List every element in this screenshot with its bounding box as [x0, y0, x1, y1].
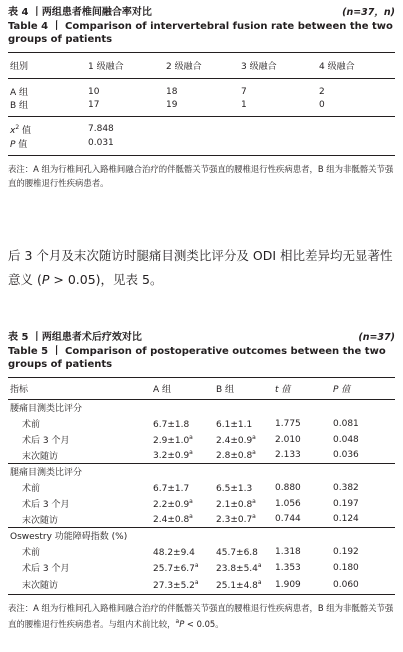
table5-cell: [153, 544, 216, 560]
body-text-part: 后 3 个月及末次随访时腿痛目测类比评分及 ODI 相比差异均无显著性意义 (: [8, 248, 393, 287]
significance-marker: a: [189, 449, 193, 457]
table-row: [8, 448, 395, 464]
table5-group-row: [8, 464, 395, 480]
table4-cell: 2: [319, 86, 325, 97]
table5-header-cell: P 值: [333, 378, 395, 400]
significance-marker: a: [189, 433, 193, 441]
table5-note-end: < 0.05。: [184, 619, 224, 629]
table5-cell-value: 2.2±0.9: [153, 499, 190, 510]
chi-square-exponent: 2: [15, 123, 20, 131]
table5-cell: 0.880: [275, 482, 301, 493]
table-row: [8, 544, 395, 560]
table5-cell-value: 23.8±5.4: [216, 563, 258, 574]
table5-cell: [153, 560, 216, 576]
table5-cell: [153, 416, 216, 432]
table5-cell-value: 2.8±0.8: [216, 451, 253, 462]
table5-cell: [153, 480, 216, 496]
table5-cell: [216, 512, 275, 528]
table4-cell: 18: [166, 86, 178, 97]
table5-cell-value: 45.7±6.8: [216, 547, 258, 558]
table4: [8, 52, 395, 156]
table5-caption-cn: 表 5 丨两组患者术后疗效对比: [8, 332, 142, 343]
table5-cell: 0.197: [333, 498, 359, 509]
table5-cell: 0.036: [333, 450, 359, 461]
significance-marker: a: [257, 561, 262, 569]
table5-note: [8, 601, 395, 631]
table-row: [8, 432, 395, 448]
stat-label-suffix: 值: [15, 139, 28, 150]
table4-header-cell: 1 级融合: [88, 53, 166, 79]
table5-cell-value: 27.3±5.2: [153, 580, 195, 591]
table5-cell-value: 48.2±9.4: [153, 547, 195, 558]
table5-cell: 术前: [22, 420, 41, 430]
table4-cell: 19: [166, 99, 178, 110]
table5-cell: 1.353: [275, 562, 301, 573]
table4-cell: B 组: [10, 101, 29, 112]
table5-cell: 0.081: [333, 418, 359, 429]
table5-cell-value: 2.1±0.8: [216, 499, 253, 510]
table5-cell: [153, 432, 216, 448]
table5-cell: [153, 448, 216, 464]
table5-cell: 1.056: [275, 498, 301, 509]
table5-header-row: [8, 378, 395, 400]
significance-marker: a: [252, 433, 256, 441]
p-symbol: P: [10, 139, 16, 150]
table4-stat-label: [8, 136, 88, 156]
table5-header-cell: t 值: [275, 378, 333, 400]
table5-note-text: 表注：A 组为行椎间孔入路椎间融合治疗的伴骶髂关节强直的腰椎退行性疾病患者，B 组为非骶髂关节强直的腰椎退行性疾病患者。与组内术前比较，: [8, 603, 394, 629]
table5-cell: 0.744: [275, 514, 301, 525]
significance-marker: a: [257, 578, 262, 586]
table4-cell: 17: [88, 99, 100, 110]
table5-block: [8, 328, 395, 631]
table5-cell-value: 6.1±1.1: [216, 419, 253, 430]
table5-caption-en: Table 5 丨 Comparison of postoperative outcomes between the two groups of patients: [8, 346, 386, 370]
table5-group-title: 腰痛目测类比评分: [10, 404, 83, 415]
table5-group-title: Oswestry 功能障碍指数 (%): [10, 532, 128, 543]
table-row: [8, 116, 395, 136]
significance-marker: a: [189, 513, 193, 521]
body-text-part: > 0.05)，见表 5。: [49, 272, 163, 287]
table5-cell: [216, 432, 275, 448]
table5-cell: [153, 496, 216, 512]
table4-n-label: (n=37，n): [342, 7, 395, 18]
table5-cell: [216, 480, 275, 496]
table5-cell: 末次随访: [22, 581, 59, 592]
table4-cell: A 组: [10, 88, 29, 98]
table5-cell: 1.775: [275, 418, 301, 429]
table5-cell-value: 6.5±1.3: [216, 483, 253, 494]
table4-header-cell: 4 级融合: [319, 53, 395, 79]
table5-cell: 0.382: [333, 482, 359, 493]
table5-cell: 0.180: [333, 562, 359, 573]
body-paragraph: [8, 244, 395, 292]
p-symbol: P: [179, 619, 185, 629]
table5-cell-value: 2.4±0.8: [153, 515, 190, 526]
table-row: [8, 496, 395, 512]
p-symbol: P: [41, 272, 50, 287]
table5-cell: 末次随访: [22, 515, 59, 526]
table4-stat-label: [8, 116, 88, 136]
table4-stat-value: 0.031: [88, 138, 114, 149]
table4-cell: 0: [319, 99, 325, 110]
table4-stat-value: 7.848: [88, 124, 114, 134]
table-row: [8, 136, 395, 156]
table4-header-cell: 2 级融合: [166, 53, 241, 79]
table-row: [8, 416, 395, 432]
table-row: [8, 560, 395, 576]
significance-marker: a: [194, 578, 199, 586]
table5-cell: 2.133: [275, 450, 301, 461]
table5-cell-value: 6.7±1.8: [153, 419, 190, 430]
table5-header-cell: A 组: [153, 378, 216, 400]
table-row: [8, 576, 395, 595]
table5-cell-value: 25.7±6.7: [153, 563, 195, 574]
table-row: [8, 98, 395, 116]
table5-header-cell: B 组: [216, 378, 275, 400]
table4-header-cell: 3 级融合: [241, 53, 319, 79]
table5-cell-value: 25.1±4.8: [216, 580, 258, 591]
significance-marker: a: [194, 561, 199, 569]
table5: [8, 377, 395, 595]
table5-cell: 术后 3 个月: [22, 436, 70, 446]
table5-cell: 0.124: [333, 514, 359, 525]
table5-cell: 末次随访: [22, 451, 59, 462]
table5-cell-value: 3.2±0.9: [153, 451, 190, 462]
table5-cell: [153, 512, 216, 528]
table4-block: [8, 0, 395, 190]
table5-cell: [153, 576, 216, 595]
table5-cell: 0.048: [333, 434, 359, 445]
table5-cell-value: 2.4±0.9: [216, 435, 253, 446]
table5-group-row: [8, 400, 395, 416]
table5-cell: 术前: [22, 548, 41, 558]
significance-marker: a: [175, 618, 180, 625]
table5-n-label: (n=37): [358, 332, 395, 343]
table-row: [8, 512, 395, 528]
significance-marker: a: [252, 513, 256, 521]
table-row: [8, 480, 395, 496]
table5-cell: 术后 3 个月: [22, 500, 70, 510]
table5-cell: 1.909: [275, 579, 301, 590]
table4-caption-cn: 表 4 丨两组患者椎间融合率对比: [8, 7, 152, 18]
table5-cell: [216, 544, 275, 560]
significance-marker: a: [189, 497, 193, 505]
table5-group-row: [8, 528, 395, 544]
table5-cell: 1.318: [275, 546, 301, 557]
table5-cell: [216, 416, 275, 432]
table5-cell: [216, 576, 275, 595]
significance-marker: a: [252, 449, 256, 457]
table-row: [8, 79, 395, 99]
table5-cell: [216, 448, 275, 464]
table4-note: 表注：A 组为行椎间孔入路椎间融合治疗的伴骶髂关节强直的腰椎退行性疾病患者，B 组为非骶髂关节强直的腰椎退行性疾病患者。: [8, 164, 394, 188]
table5-cell: [216, 496, 275, 512]
table4-header-row: [8, 53, 395, 79]
table5-cell: 0.192: [333, 546, 359, 557]
table5-cell: [216, 560, 275, 576]
table5-cell-value: 2.3±0.7: [216, 515, 253, 526]
table5-cell: 术前: [22, 484, 41, 494]
table5-cell: 2.010: [275, 434, 301, 445]
table4-cell: 7: [241, 86, 247, 97]
significance-marker: a: [252, 497, 256, 505]
table4-header-cell: 组别: [8, 53, 88, 79]
table4-cell: 10: [88, 86, 100, 97]
table5-header-cell: 指标: [8, 378, 153, 400]
table5-cell-value: 6.7±1.7: [153, 483, 190, 494]
table5-cell-value: 2.9±1.0: [153, 435, 190, 446]
table5-cell: 术后 3 个月: [22, 564, 70, 574]
table5-group-title: 腿痛目测类比评分: [10, 468, 83, 479]
table4-caption-en: Table 4 丨 Comparison of intervertebral fusion rate between the two groups of patients: [8, 21, 393, 45]
table5-cell: 0.060: [333, 579, 359, 590]
table4-cell: 1: [241, 99, 247, 110]
table5-body: [8, 400, 395, 595]
stat-label-suffix: 值: [19, 125, 32, 136]
chi-square-symbol: x: [10, 125, 16, 136]
